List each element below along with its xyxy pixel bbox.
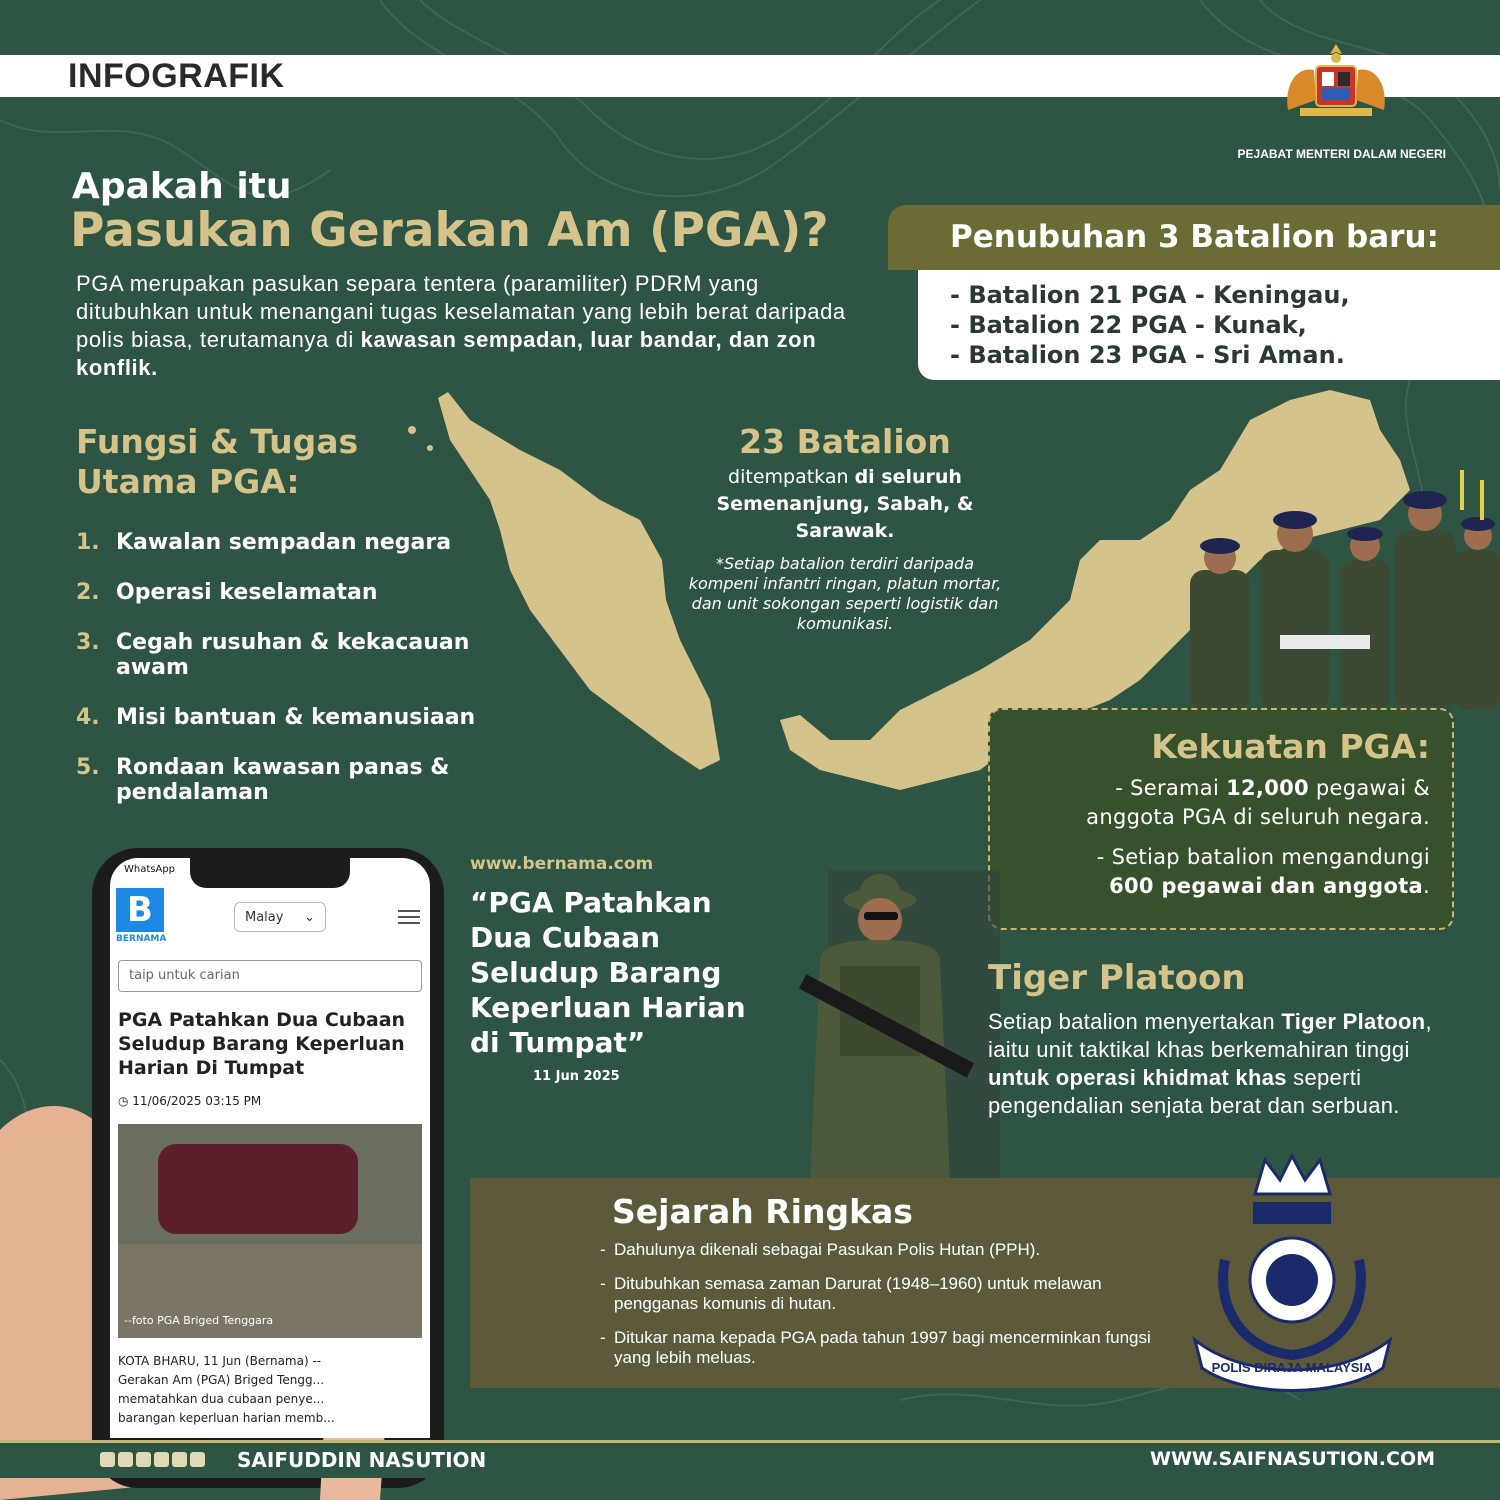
list-item xyxy=(76,705,496,730)
item-number: 2. xyxy=(76,580,100,605)
tiger-text-bold: Tiger Platoon xyxy=(1281,1009,1426,1034)
news-source: www.bernama.com xyxy=(470,854,654,874)
social-icons xyxy=(100,1452,205,1467)
item-text: Kawalan sempadan negara xyxy=(116,530,452,555)
article-headline[interactable]: PGA Patahkan Dua Cubaan Seludup Barang Keperluan Harian Di Tumpat xyxy=(118,1009,406,1079)
strength-line-4 xyxy=(1010,872,1430,901)
item-text: Operasi keselamatan xyxy=(116,580,378,605)
list-item: - Ditukar nama kepada PGA pada tahun 1997 bagi mencerminkan fungsi yang lebih meluas. xyxy=(600,1328,1160,1368)
strength-text: - Seramai xyxy=(1115,776,1227,800)
list-item: - Dahulunya dikenali sebagai Pasukan Polis Hutan (PPH). xyxy=(600,1240,1041,1259)
strength-number: 12,000 xyxy=(1226,776,1309,800)
status-bar-text: WhatsApp xyxy=(124,864,176,875)
strength-text: . xyxy=(1423,874,1430,898)
bernama-logo: B xyxy=(116,888,164,932)
tiger-text-bold: untuk operasi khidmat khas xyxy=(988,1065,1287,1090)
tiger-text: Setiap batalion menyertakan xyxy=(988,1009,1282,1034)
title-line-1: Apakah itu xyxy=(72,166,292,207)
deployment-text-bold: di seluruh Semenanjung, Sabah, & Sarawak. xyxy=(716,466,974,542)
clock-icon: ◷ xyxy=(118,1094,133,1108)
youtube-icon[interactable] xyxy=(172,1452,187,1467)
vehicle-image xyxy=(158,1144,358,1234)
functions-heading: Fungsi & Tugas Utama PGA: xyxy=(76,422,359,501)
tiktok-icon[interactable] xyxy=(100,1452,115,1467)
article-timestamp xyxy=(118,1094,261,1108)
malaysia-crest-icon xyxy=(1276,40,1396,120)
news-date: 11 Jun 2025 xyxy=(533,1069,620,1084)
pdrm-emblem-icon xyxy=(1185,1150,1400,1395)
item-text: Misi bantuan & kemanusiaan xyxy=(116,705,476,730)
office-label: PEJABAT MENTERI DALAM NEGERI xyxy=(1237,147,1446,161)
instagram-icon[interactable] xyxy=(154,1452,169,1467)
new-battalion-heading: Penubuhan 3 Batalion baru: xyxy=(950,219,1439,255)
battalion-count-heading: 23 Batalion xyxy=(739,422,951,461)
tiger-platoon-text xyxy=(988,1008,1448,1120)
battalion-note: *Setiap batalion terdiri daripada kompeni infantri ringan, platun mortar, dan unit sokongan seperti logistik dan komunikasi. xyxy=(688,554,1002,633)
telegram-icon[interactable] xyxy=(190,1452,205,1467)
article-body: KOTA BHARU, 11 Jun (Bernama) -- Gerakan Am (PGA) Briged Tengg... mematahkan dua cubaan penye... barangan keperluan harian memb... xyxy=(118,1354,335,1425)
history-list xyxy=(600,1240,1160,1382)
timestamp-text: 11/06/2025 03:15 PM xyxy=(132,1094,262,1108)
search-input[interactable]: taip untuk carian xyxy=(118,960,422,992)
brand-label: BERNAMA xyxy=(116,934,167,944)
item-number: 4. xyxy=(76,705,100,730)
photo-caption: --foto PGA Briged Tenggara xyxy=(124,1314,274,1327)
soldier-photo xyxy=(780,870,1000,1180)
battalion-deployment-text xyxy=(690,464,1000,545)
intro-paragraph xyxy=(76,270,876,382)
ceremony-photo xyxy=(1170,470,1500,710)
header-label: INFOGRAFIK xyxy=(68,57,285,95)
history-item-text: Ditubuhkan semasa zaman Darurat (1948–1960) untuk melawan pengganas komunis di hutan. xyxy=(614,1274,1102,1313)
item-text: Rondaan kawasan panas & pendalaman xyxy=(116,755,450,805)
language-select[interactable] xyxy=(234,902,326,932)
intro-text-bold: kawasan sempadan, luar bandar, dan zon konflik. xyxy=(76,327,817,380)
footer-website[interactable]: WWW.SAIFNASUTION.COM xyxy=(1150,1448,1435,1470)
strength-heading: Kekuatan PGA: xyxy=(1151,727,1430,766)
menu-icon[interactable] xyxy=(398,910,420,924)
item-number: 5. xyxy=(76,755,100,780)
chevron-down-icon: ⌄ xyxy=(304,910,315,925)
facebook-icon[interactable] xyxy=(118,1452,133,1467)
history-item-text: Ditukar nama kepada PGA pada tahun 1997 bagi mencerminkan fungsi yang lebih meluas. xyxy=(614,1328,1151,1367)
strength-line-2: anggota PGA di seluruh negara. xyxy=(1086,805,1430,829)
strength-line-3: - Setiap batalion mengandungi xyxy=(1096,845,1430,869)
list-item: - Ditubuhkan semasa zaman Darurat (1948–1960) untuk melawan pengganas komunis di hutan. xyxy=(600,1274,1160,1314)
phone-screen xyxy=(110,858,430,1438)
article-photo xyxy=(118,1124,422,1338)
tiger-text: seperti pengendalian senjata berat dan serbuan. xyxy=(988,1065,1400,1118)
list-item: - Batalion 22 PGA - Kunak, xyxy=(950,311,1307,339)
intro-text: PGA merupakan pasukan separa tentera (paramiliter) PDRM yang ditubuhkan untuk menangani tugas keselamatan yang lebih berat daripada polis biasa, terutamanya di xyxy=(76,271,846,352)
history-heading: Sejarah Ringkas xyxy=(612,1192,913,1231)
x-icon[interactable] xyxy=(136,1452,151,1467)
strength-number: 600 pegawai dan anggota xyxy=(1109,874,1424,898)
functions-list xyxy=(76,530,496,805)
list-item: - Batalion 23 PGA - Sri Aman. xyxy=(950,341,1345,369)
phone-notch xyxy=(190,858,350,888)
item-number: 3. xyxy=(76,630,100,655)
language-value: Malay xyxy=(245,910,284,925)
strength-line-1 xyxy=(1010,774,1430,803)
list-item xyxy=(76,530,496,555)
list-item xyxy=(76,580,496,605)
strength-text: pegawai & xyxy=(1308,776,1430,800)
tiger-text: , iaitu unit taktikal khas berkemahiran tinggi xyxy=(988,1009,1432,1062)
new-battalion-list xyxy=(950,280,1350,370)
page-title: Pasukan Gerakan Am (PGA)? xyxy=(70,203,829,258)
emblem-text: POLIS DIRAJA MALAYSIA xyxy=(1211,1360,1373,1375)
footer-name: SAIFUDDIN NASUTION xyxy=(237,1448,487,1472)
list-item: - Batalion 21 PGA - Keningau, xyxy=(950,281,1350,309)
news-quote: “PGA Patahkan Dua Cubaan Seludup Barang Keperluan Harian di Tumpat” xyxy=(470,886,746,1059)
item-number: 1. xyxy=(76,530,100,555)
history-item-text: Dahulunya dikenali sebagai Pasukan Polis Hutan (PPH). xyxy=(614,1240,1041,1259)
item-text: Cegah rusuhan & kekacauan awam xyxy=(116,630,470,680)
list-item xyxy=(76,630,496,680)
tiger-platoon-heading: Tiger Platoon xyxy=(988,958,1246,998)
deployment-text: ditempatkan xyxy=(728,466,855,488)
list-item xyxy=(76,755,496,805)
